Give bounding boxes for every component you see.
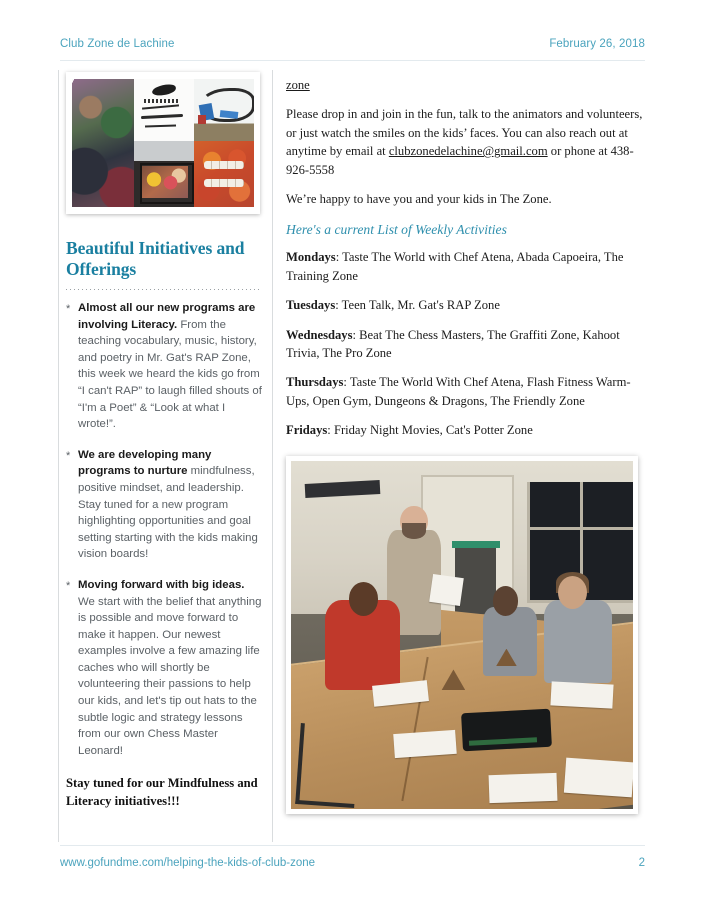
sidebar-dotted-divider bbox=[66, 289, 262, 290]
collage-panel-blue-graffiti bbox=[194, 79, 254, 141]
schedule-separator: : bbox=[335, 298, 342, 313]
bullet-body-text: We start with the belief that anything is possible and move forward to make it happen. Our newest examples involve a few amazing life caches who will shortly be volunteering their passions to help our kids, and let's tip out hats to the subtle logic and strategy lessons from our own Chess Master Leonard! bbox=[78, 595, 262, 757]
collage-panel-graffiti-signature bbox=[134, 79, 194, 141]
page-number: 2 bbox=[638, 857, 645, 869]
sidebar-column bbox=[66, 72, 262, 810]
continued-link-word[interactable] bbox=[286, 76, 644, 94]
left-margin-rule bbox=[58, 70, 59, 842]
schedule-items: Taste The World with Chef Atena, Abada Capoeira, The Training Zone bbox=[286, 250, 624, 283]
bullet-marker-icon: * bbox=[66, 303, 71, 315]
collage-panel-gallery bbox=[134, 141, 194, 207]
bullet-body-text: mindfulness, positive mindset, and leadership. Stay tuned for a new program highlighting opportunities and goal setting starting with the kids making vision boards! bbox=[78, 465, 258, 561]
footer-url[interactable]: www.gofundme.com/helping-the-kids-of-club-zone bbox=[60, 857, 316, 869]
continued-link-text: zone bbox=[286, 78, 310, 92]
column-divider-rule bbox=[272, 70, 273, 842]
schedule-items: Taste The World With Chef Atena, Flash Fitness Warm-Ups, Open Gym, Dungeons & Dragons, The Friendly Zone bbox=[286, 375, 631, 408]
schedule-row-wednesday bbox=[286, 326, 644, 363]
schedule-separator: : bbox=[352, 327, 360, 342]
sidebar-heading: Beautiful Initiatives and Offerings bbox=[66, 238, 245, 279]
bullet-marker-icon: * bbox=[66, 449, 71, 462]
header-divider bbox=[60, 60, 645, 61]
schedule-items: Beat The Chess Masters, The Graffiti Zone, Kahoot Trivia, The Pro Zone bbox=[286, 327, 620, 361]
schedule-day-label: Mondays bbox=[286, 250, 336, 265]
schedule-row-friday bbox=[286, 421, 644, 439]
schedule-day-label: Thursdays bbox=[286, 375, 344, 390]
collage-panel-mouth-artwork bbox=[194, 141, 254, 207]
page-header bbox=[60, 38, 645, 50]
intro-paragraph-text-b: or phone at 438-926-5558 bbox=[286, 144, 634, 177]
list-item bbox=[66, 447, 262, 563]
schedule-separator: : bbox=[343, 375, 350, 390]
main-column bbox=[286, 76, 644, 814]
footer-divider bbox=[60, 845, 645, 846]
header-title: Club Zone de Lachine bbox=[60, 38, 175, 50]
list-item bbox=[66, 300, 262, 433]
schedule-items: Friday Night Movies, Cat's Potter Zone bbox=[333, 423, 533, 438]
schedule-items: Teen Talk, Mr. Gat's RAP Zone bbox=[341, 298, 500, 313]
schedule-separator: : bbox=[327, 423, 334, 438]
collage-panel-paintbrushes bbox=[72, 79, 134, 207]
page-footer bbox=[60, 857, 645, 869]
welcome-paragraph: We’re happy to have you and your kids in The Zone. bbox=[286, 192, 552, 207]
bullet-lead-text: Moving forward with big ideas. bbox=[78, 578, 245, 591]
activities-heading: Here's a current List of Weekly Activities bbox=[286, 222, 507, 238]
intro-paragraph bbox=[286, 105, 644, 179]
sidebar-closing-statement: Stay tuned for our Mindfulness and Literacy initiatives!!! bbox=[66, 776, 258, 808]
schedule-day-label: Fridays bbox=[286, 423, 328, 438]
list-item bbox=[66, 577, 262, 760]
schedule-row-thursday bbox=[286, 373, 644, 410]
bullet-marker-icon: * bbox=[66, 579, 71, 592]
schedule-row-monday bbox=[286, 248, 644, 285]
art-collage-image bbox=[66, 72, 260, 214]
bullet-lead-text: Almost all our new programs are involving Literacy. bbox=[78, 302, 256, 331]
sidebar-bullet-list bbox=[66, 300, 262, 759]
bullet-lead-text: We are developing many programs to nurture bbox=[78, 448, 212, 478]
email-link[interactable]: clubzonedelachine@gmail.com bbox=[388, 144, 548, 159]
schedule-separator: : bbox=[335, 250, 343, 265]
intro-paragraph-text-a: Please drop in and join in the fun, talk to the animators and volunteers, or just watch the smiles on the kids’ faces. You can also reach out at anytime by email at bbox=[286, 107, 643, 159]
schedule-row-tuesday bbox=[286, 296, 644, 314]
bullet-body-text: From the teaching vocabulary, music, history, and poetry in Mr. Gat's RAP Zone, this week we heard the kids go from “I can't RAP” to laugh filled shouts of “I'm a Poet” & “Look at what I wrote!”. bbox=[78, 318, 262, 431]
schedule-day-label: Tuesdays bbox=[286, 298, 336, 313]
classroom-photo bbox=[286, 456, 638, 814]
schedule-day-label: Wednesdays bbox=[286, 327, 353, 342]
header-date: February 26, 2018 bbox=[549, 38, 645, 50]
